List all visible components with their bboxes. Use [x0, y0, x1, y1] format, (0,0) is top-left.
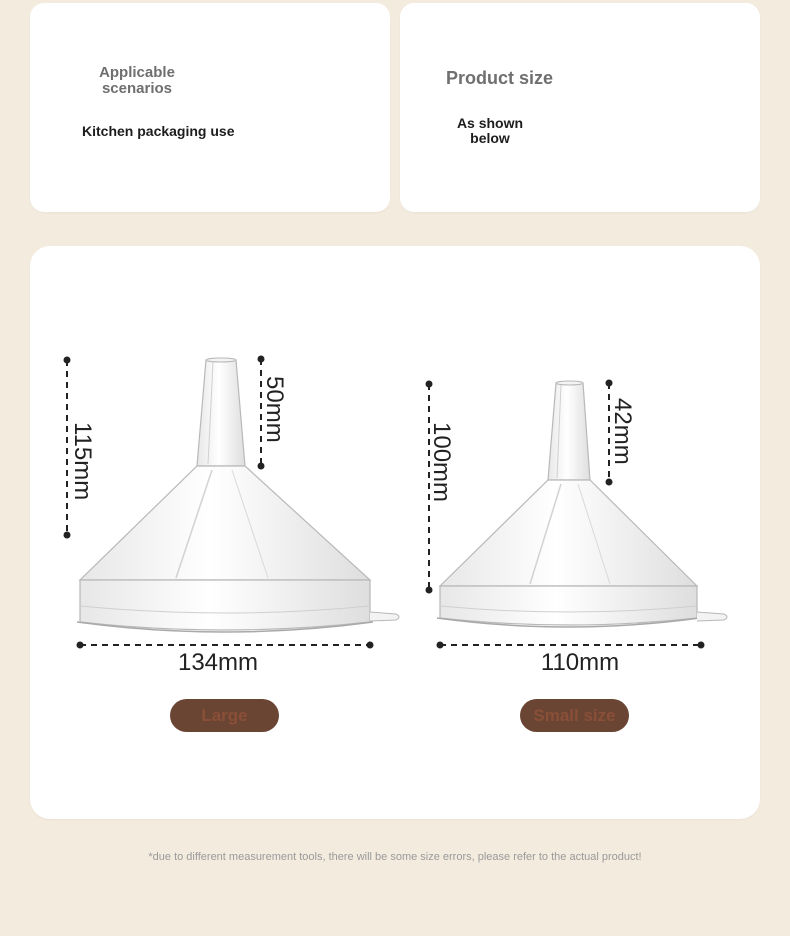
small-spout-label: 42mm — [609, 398, 636, 465]
small-size-badge-label: Small size — [533, 706, 616, 725]
size-error-footnote: *due to different measurement tools, there will be some size errors, please refer to the actual product! — [148, 851, 642, 863]
large-size-badge-label: Large — [201, 706, 248, 725]
large-width-dimension — [77, 642, 374, 649]
small-width-label: 110mm — [540, 649, 620, 676]
scenarios-value: Kitchen packaging use — [82, 123, 235, 139]
product-size-value: As shown below — [456, 115, 524, 146]
small-width-dimension — [437, 642, 705, 649]
large-funnel-image — [77, 358, 399, 632]
small-funnel-image — [437, 381, 727, 627]
small-height-label: 100mm — [428, 422, 455, 503]
large-spout-label: 50mm — [261, 376, 288, 443]
large-width-label: 134mm — [177, 649, 259, 676]
large-height-label: 115mm — [69, 422, 96, 501]
scenarios-title: Applicable scenarios — [99, 64, 175, 97]
product-size-title: Product size — [446, 68, 554, 88]
